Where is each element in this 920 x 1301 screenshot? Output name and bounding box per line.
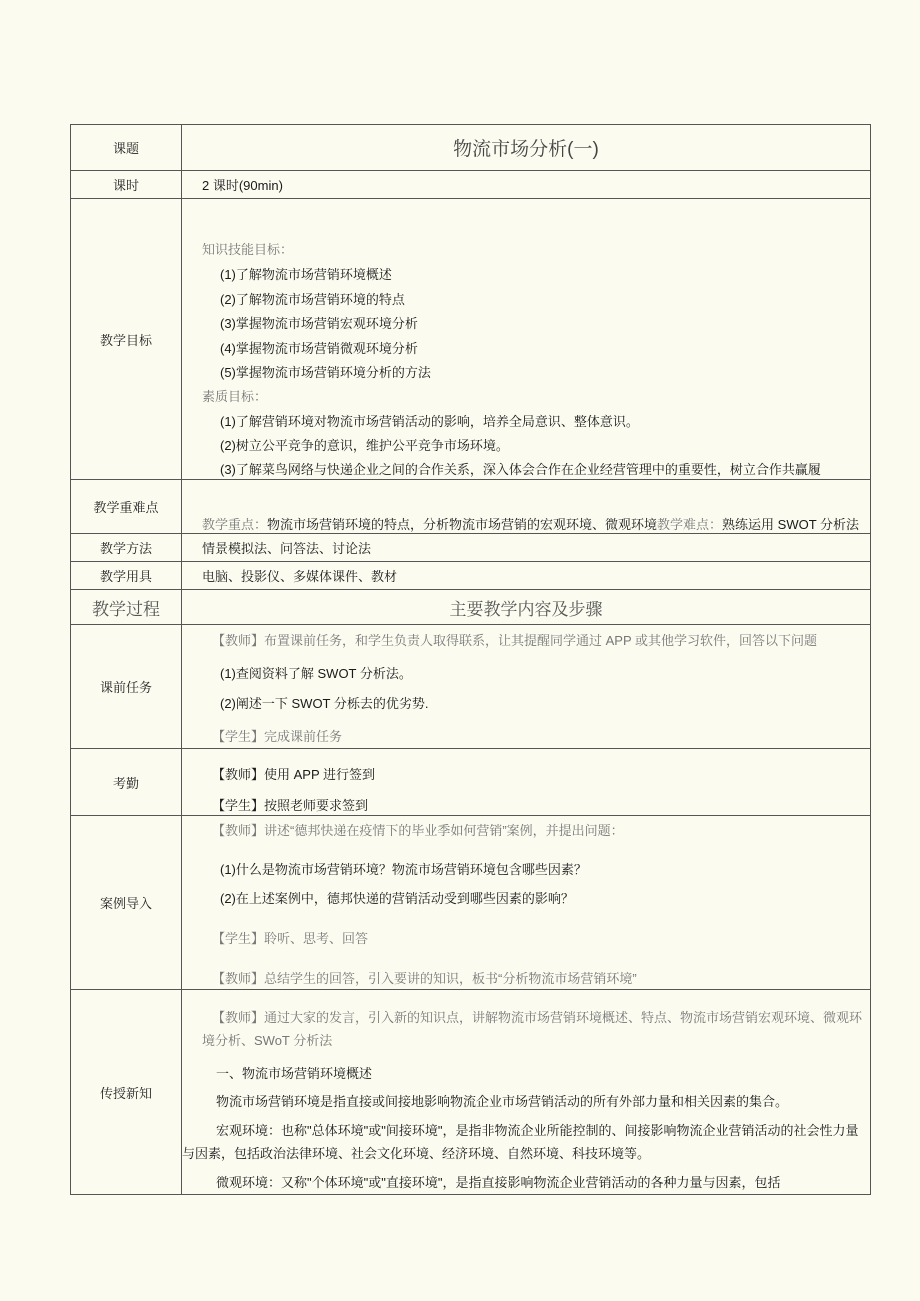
newknow-teacher-line2: 境分析、SWoT 分析法: [202, 1033, 333, 1048]
knowledge-item: (5)掌握物流市场营销环境分析的方法: [220, 365, 431, 380]
row-newknow: [71, 989, 870, 1194]
row-title: [71, 125, 870, 170]
row-case: [71, 815, 870, 989]
method-value: 情景模拟法、问答法、讨论法: [202, 541, 372, 556]
newknow-section-heading: 一、物流市场营销环境概述: [216, 1066, 373, 1081]
row-process-header: [71, 589, 870, 624]
pretask-q1: (1)查阅资料了解 SWOT 分析法。: [220, 666, 412, 681]
lesson-title: 物流市场分析(一): [453, 139, 599, 160]
row-keypoints: [71, 479, 870, 533]
newknow-paragraph: 微观环境：又称"个体环境"或"直接环境"，是指直接影响物流企业营销活动的各种力量与因素，包括: [216, 1175, 781, 1190]
pretask-q2: (2)阐述一下 SWOT 分栎去的优劣势.: [220, 696, 429, 711]
tools-value: 电脑、投影仪、多媒体课件、教材: [202, 569, 398, 584]
focus-text: 物流市场营销环境的特点，分析物流市场营销的宏观环境、微观环境: [267, 517, 658, 532]
row-attendance: [71, 748, 870, 815]
row-goals: [71, 198, 870, 479]
knowledge-item: (4)掌握物流市场营销微观环境分析: [220, 341, 418, 356]
case-q2: (2)在上述案例中，德邦快递的营销活动受到哪些因素的影响？: [220, 891, 574, 906]
hours-value: 2 课时(90min): [202, 178, 283, 193]
knowledge-heading: 知识技能目标：: [202, 242, 294, 257]
knowledge-item: (2)了解物流市场营销环境的特点: [220, 292, 405, 307]
row-pretask-label: 课前任务: [71, 625, 182, 748]
knowledge-item: (1)了解物流市场营销环境概述: [220, 267, 392, 282]
difficulty-tag: 教学难点：: [657, 517, 723, 532]
newknow-paragraph: 物流市场营销环境是指直接或间接地影响物流企业市场营销活动的所有外部力量和相关因素的集合。: [216, 1094, 789, 1109]
process-header-value: 主要教学内容及步骤: [449, 599, 603, 619]
quality-heading: 素质目标：: [202, 389, 268, 404]
case-q1: (1)什么是物流市场营销环境？物流市场营销环境包含哪些因素？: [220, 862, 587, 877]
newknow-paragraph: 宏观环境：也称"总体环境"或"间接环境"，是指非物流企业所能控制的、间接影响物流企业营销活动的社会性力量: [216, 1123, 859, 1138]
row-method-label: 教学方法: [71, 534, 182, 561]
case-teacher: 【教师】讲述“德邦快递在疫情下的毕业季如何营销”案例，并提出问题：: [212, 823, 624, 838]
row-title-label: 课题: [71, 125, 182, 170]
row-keypoints-label: 教学重难点: [71, 480, 182, 533]
quality-item: (2)树立公平竞争的意识，维护公平竞争市场环境。: [220, 438, 509, 453]
row-case-label: 案例导入: [71, 816, 182, 989]
newknow-paragraph: 与因素，包括政治法律环境、社会文化环境、经济环境、自然环境、科技环境等。: [182, 1146, 651, 1161]
lesson-plan-table: [70, 124, 871, 1195]
row-goals-label: 教学目标: [71, 199, 182, 479]
quality-item: (3)了解菜鸟网络与快递企业之间的合作关系，深入体会合作在企业经营管理中的重要性，树立合作共赢履: [220, 462, 821, 477]
row-method: [71, 533, 870, 561]
process-header-label: 教学过程: [71, 590, 182, 624]
quality-item: (1)了解营销环境对物流市场营销活动的影响，培养全局意识、整体意识。: [220, 414, 639, 429]
row-pretask: [71, 624, 870, 748]
row-tools-label: 教学用具: [71, 562, 182, 589]
row-hours-label: 课时: [71, 171, 182, 198]
case-student: 【学生】聆听、思考、回答: [212, 931, 369, 946]
pretask-teacher: 【教师】布置课前任务，和学生负责人取得联系，让其提醒同学通过 APP 或其他学习软件，回答以下问题: [212, 633, 818, 648]
row-hours: [71, 170, 870, 198]
row-attendance-label: 考勤: [71, 749, 182, 815]
row-newknow-label: 传授新知: [71, 990, 182, 1194]
newknow-teacher-line1: 【教师】通过大家的发言，引入新的知识点，讲解物流市场营销环境概述、特点、物流市场营销宏观环境、微观环: [212, 1010, 863, 1025]
case-teacher-summary: 【教师】总结学生的回答，引入要讲的知识，板书“分析物流市场营销环境”: [212, 971, 637, 986]
attendance-teacher: 【教师】使用 APP 进行签到: [212, 767, 376, 782]
row-tools: [71, 561, 870, 589]
knowledge-item: (3)掌握物流市场营销宏观环境分析: [220, 316, 418, 331]
attendance-student: 【学生】按照老师要求签到: [212, 798, 369, 813]
pretask-student: 【学生】完成课前任务: [212, 729, 343, 744]
difficulty-text: 熟练运用 SWOT 分析法: [722, 517, 860, 532]
focus-tag: 教学重点：: [202, 517, 268, 532]
